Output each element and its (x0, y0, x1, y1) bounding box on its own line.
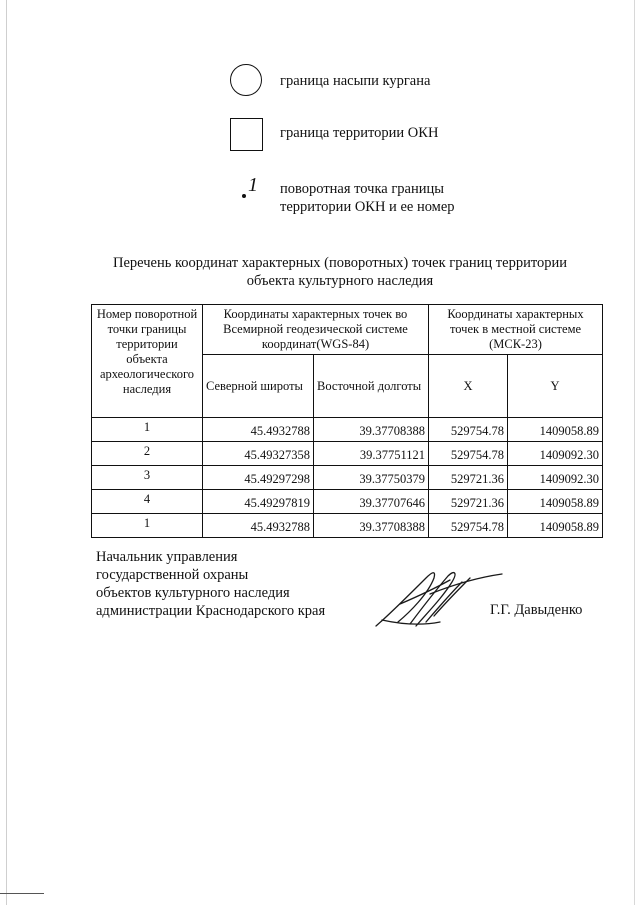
legend-item-territory (228, 118, 438, 154)
cell-latitude: 45.49297298 (203, 466, 314, 490)
point-dot (242, 194, 246, 198)
heading-line: объекта культурного наследия (246, 273, 434, 289)
table-row (92, 490, 603, 514)
position-line: Начальник управления (96, 549, 238, 565)
cell-longitude: 39.37707646 (314, 490, 429, 514)
document-heading (90, 254, 590, 290)
table-row (92, 466, 603, 490)
legend-item-mound (228, 64, 430, 100)
square-outline-icon (228, 118, 264, 154)
subheader-latitude: Северной широты (203, 355, 314, 418)
heading-line: Перечень координат характерных (поворотных) точек границ территории (112, 255, 568, 271)
cell-point-number: 3 (92, 466, 203, 490)
cell-longitude: 39.37708388 (314, 418, 429, 442)
cell-x: 529754.78 (429, 514, 508, 538)
header-wgs84: Координаты характерных точек во Всемирной геодезической системе координат(WGS-84) (203, 305, 429, 355)
cell-x: 529721.36 (429, 466, 508, 490)
signatory-name: Г.Г. Давыденко (490, 602, 583, 618)
header-msk23: Координаты характерных точек в местной системе (МСК-23) (429, 305, 603, 355)
legend-label: граница территории ОКН (280, 125, 439, 141)
cell-point-number: 2 (92, 442, 203, 466)
boundary-point-icon (228, 174, 264, 216)
cell-y: 1409058.89 (508, 514, 603, 538)
cell-point-number: 1 (92, 418, 203, 442)
cell-latitude: 45.49327358 (203, 442, 314, 466)
table-row (92, 418, 603, 442)
header-point-number: Номер поворотной точки границы территории объекта археологического наследия (92, 305, 203, 418)
point-number-label: 1 (248, 174, 258, 196)
subheader-x: X (429, 355, 508, 418)
table-row (92, 442, 603, 466)
legend-label-line: территории ОКН и ее номер (280, 199, 455, 215)
handwritten-signature (370, 564, 510, 634)
cell-x: 529721.36 (429, 490, 508, 514)
position-line: администрации Краснодарского края (96, 603, 326, 619)
subheader-y: Y (508, 355, 603, 418)
legend-label: граница насыпи кургана (280, 73, 431, 89)
cell-latitude: 45.4932788 (203, 514, 314, 538)
page-edge-right (634, 0, 635, 905)
cell-point-number: 1 (92, 514, 203, 538)
cell-y: 1409092.30 (508, 442, 603, 466)
legend-item-point (228, 174, 455, 216)
cell-longitude: 39.37750379 (314, 466, 429, 490)
cell-longitude: 39.37751121 (314, 442, 429, 466)
table-header-row (92, 305, 603, 355)
table-row (92, 514, 603, 538)
cell-point-number: 4 (92, 490, 203, 514)
page-edge-left (6, 0, 7, 905)
cell-latitude: 45.4932788 (203, 418, 314, 442)
legend-label (280, 180, 455, 216)
cell-x: 529754.78 (429, 418, 508, 442)
coordinates-table (91, 304, 603, 538)
circle-outline-icon (228, 64, 264, 100)
signatory-position (96, 548, 325, 620)
subheader-longitude: Восточной долготы (314, 355, 429, 418)
cell-x: 529754.78 (429, 442, 508, 466)
page-footer-rule (0, 893, 44, 894)
cell-y: 1409058.89 (508, 490, 603, 514)
cell-y: 1409092.30 (508, 466, 603, 490)
cell-longitude: 39.37708388 (314, 514, 429, 538)
legend-label-line: поворотная точка границы (280, 181, 444, 197)
cell-latitude: 45.49297819 (203, 490, 314, 514)
cell-y: 1409058.89 (508, 418, 603, 442)
position-line: государственной охраны (96, 567, 249, 583)
position-line: объектов культурного наследия (96, 585, 290, 601)
